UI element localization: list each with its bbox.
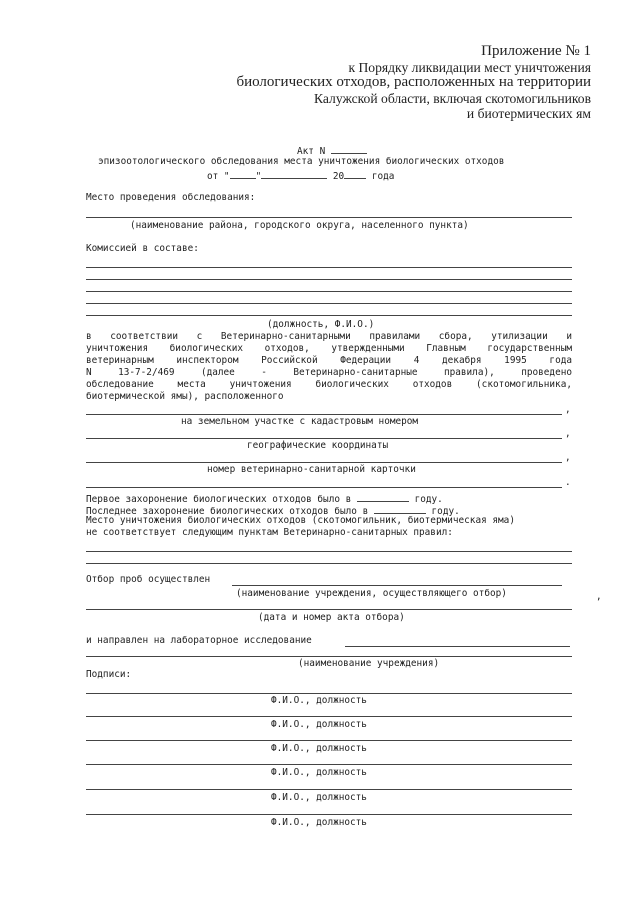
comma: , (596, 591, 602, 602)
last-burial-end: году. (431, 506, 460, 517)
commission-field[interactable] (86, 291, 572, 292)
comma: , (565, 404, 571, 415)
signature-field[interactable] (86, 693, 572, 694)
coordinates-caption: географические координаты (247, 440, 389, 451)
appendix-title: Приложение № 1 (481, 43, 591, 59)
signature-caption: Ф.И.О., должность (271, 743, 367, 754)
noncompliance-field[interactable] (86, 563, 572, 564)
sampling-date-caption: (дата и номер акта отбора) (258, 612, 405, 623)
act-number-field[interactable] (331, 143, 367, 154)
vet-card-field[interactable] (86, 487, 562, 488)
paragraph-line: уничтожения биологических отходов, утвержденными Главным государственным (86, 343, 572, 354)
paragraph-line: биотермической ямы), расположенного (86, 391, 284, 402)
first-burial-year-field[interactable] (357, 491, 409, 502)
sampling-label: Отбор проб осуществлен (86, 574, 211, 585)
signature-caption: Ф.И.О., должность (271, 719, 367, 730)
sampling-act-field[interactable] (86, 609, 572, 610)
act-title (297, 143, 367, 157)
signature-field[interactable] (86, 764, 572, 765)
signature-field[interactable] (86, 814, 572, 815)
act-label: Акт N (297, 146, 326, 157)
appendix-line: и биотермических ям (466, 106, 591, 121)
date-year-word: года (371, 171, 395, 182)
noncompliance-field[interactable] (86, 551, 572, 552)
sampling-caption: (наименование учреждения, осуществляющего отбор) (236, 588, 507, 599)
signatures-label: Подписи: (86, 669, 132, 680)
signature-field[interactable] (86, 716, 572, 717)
date-year-label: 20 (332, 171, 345, 182)
coordinates-field[interactable] (86, 462, 562, 463)
commission-field[interactable] (86, 303, 572, 304)
date-year-field[interactable] (344, 168, 366, 179)
date-from-label: от " (207, 171, 230, 182)
act-subtitle: эпизоотологического обследования места уничтожения биологических отходов (98, 156, 505, 167)
last-burial-year-field[interactable] (374, 503, 426, 514)
noncompliance-line: Место уничтожения биологических отходов (скотомогильник, биотермическая яма) (86, 515, 515, 526)
lab-field-2[interactable] (86, 656, 572, 657)
appendix-line: Калужской области, включая скотомогильников (314, 90, 591, 106)
cadastral-number-field[interactable] (86, 438, 562, 439)
last-burial-label: Последнее захоронение биологических отходов было в (86, 506, 369, 517)
paragraph-line: ветеринарным инспектором Российской Федерации 4 декабря 1995 года (86, 355, 572, 366)
commission-field[interactable] (86, 279, 572, 280)
date-quote: " (255, 171, 262, 182)
place-caption: (наименование района, городского округа, населенного пункта) (130, 220, 469, 231)
commission-label: Комиссией в составе: (86, 243, 199, 254)
appendix-line: к Порядку ликвидации мест уничтожения (348, 59, 591, 75)
paragraph-line: обследование места уничтожения биологических отходов (скотомогильника, (86, 379, 572, 390)
paragraph-line: в соответствии с Ветеринарно-санитарными правилами сбора, утилизации и (86, 331, 572, 342)
lab-caption: (наименование учреждения) (298, 658, 440, 669)
comma: , (565, 452, 571, 463)
lab-sent-label: и направлен на лабораторное исследование (86, 635, 312, 646)
place-field[interactable] (86, 217, 572, 218)
signature-caption: Ф.И.О., должность (271, 817, 367, 828)
cadastral-caption: на земельном участке с кадастровым номером (181, 416, 419, 427)
place-label: Место проведения обследования: (86, 192, 256, 203)
commission-field[interactable] (86, 315, 572, 316)
signature-caption: Ф.И.О., должность (271, 695, 367, 706)
vet-card-caption: номер ветеринарно-санитарной карточки (207, 464, 416, 475)
paragraph-line: N 13-7-2/469 (далее - Ветеринарно-санитарные правила), проведено (86, 367, 572, 378)
noncompliance-line: не соответствует следующим пунктам Ветеринарно-санитарных правил: (86, 527, 453, 538)
signature-caption: Ф.И.О., должность (271, 792, 367, 803)
lab-field[interactable] (345, 646, 570, 647)
comma: , (565, 428, 571, 439)
signature-caption: Ф.И.О., должность (271, 767, 367, 778)
date-month-field[interactable] (261, 168, 327, 179)
signature-field[interactable] (86, 740, 572, 741)
sampling-institution-field[interactable] (232, 585, 562, 586)
period: . (565, 477, 571, 488)
appendix-header (236, 44, 591, 122)
date-day-field[interactable] (230, 168, 256, 179)
appendix-line: биологических отходов, расположенных на территории (236, 74, 591, 90)
commission-field[interactable] (86, 267, 572, 268)
first-burial-label: Первое захоронение биологических отходов было в (86, 494, 352, 505)
first-burial-end: году. (414, 494, 443, 505)
commission-caption: (должность, Ф.И.О.) (267, 319, 375, 330)
location-field[interactable] (86, 414, 562, 415)
act-date (207, 168, 394, 182)
signature-field[interactable] (86, 789, 572, 790)
